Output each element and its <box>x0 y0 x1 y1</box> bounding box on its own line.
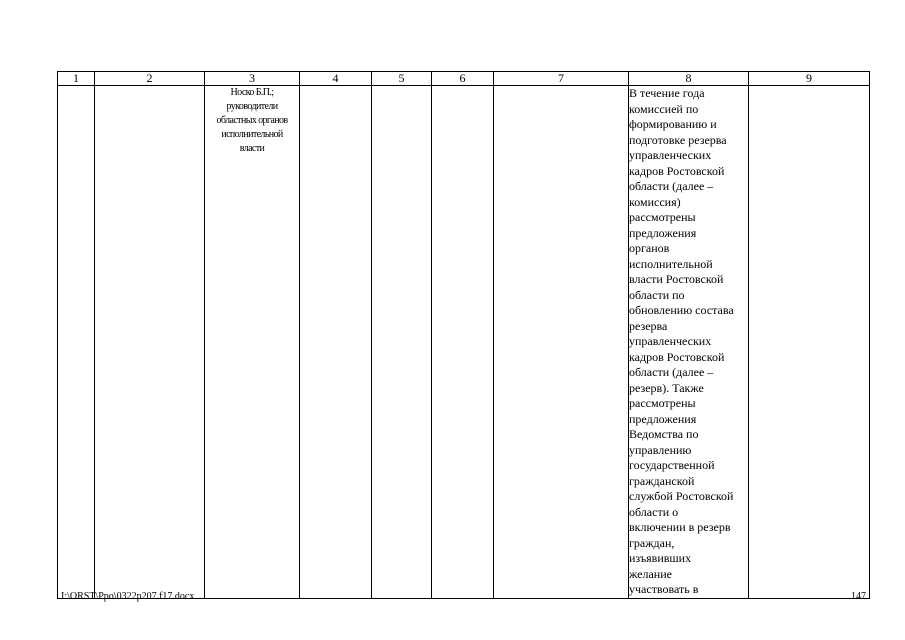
col8-line: формированию и <box>629 117 717 131</box>
col8-line: органов <box>629 241 670 255</box>
cell-col-4 <box>300 86 372 599</box>
header-cell-2: 2 <box>95 72 205 86</box>
col8-line: включении в резерв <box>629 520 731 534</box>
cell-col-9 <box>749 86 870 599</box>
header-cell-3: 3 <box>205 72 300 86</box>
col8-line: исполнительной <box>629 256 713 271</box>
report-table <box>57 71 870 599</box>
col8-line: участвовать в <box>629 582 699 596</box>
col3-line: Носко Б.П.; <box>230 87 274 98</box>
col8-line: резерв). Также <box>629 380 704 395</box>
col8-line: государственной <box>629 458 715 472</box>
col8-line: кадров Ростовской <box>629 163 725 178</box>
col8-line: управленческих <box>629 334 712 348</box>
col8-line: власти Ростовской <box>629 272 724 286</box>
col8-line: кадров Ростовской <box>629 349 725 364</box>
table-row <box>58 86 870 599</box>
header-row <box>58 72 870 86</box>
col3-line: власти <box>239 143 265 154</box>
cell-col-1 <box>58 86 95 599</box>
header-cell-6: 6 <box>432 72 494 86</box>
header-cell-4: 4 <box>300 72 372 86</box>
cell-col-7 <box>494 86 629 599</box>
col8-line: комиссия) <box>629 194 681 209</box>
cell-col-6 <box>432 86 494 599</box>
cell-col-8-description <box>629 86 749 599</box>
col8-line: области по <box>629 287 685 302</box>
header-cell-1: 1 <box>58 72 95 86</box>
col8-line: обновлению состава <box>629 303 734 317</box>
col8-line: рассмотрены <box>629 396 696 410</box>
footer-file-path: I:\ORST\Ppo\0322p207.f17.docx <box>61 591 195 602</box>
col3-line: областных органов <box>216 115 288 126</box>
col8-line: желание <box>629 566 672 581</box>
col8-line: рассмотрены <box>629 210 696 224</box>
col3-line: исполнительной <box>221 129 283 140</box>
col8-line: изъявивших <box>629 551 692 565</box>
col8-line: области (далее – <box>629 179 714 193</box>
footer-page-number: 147 <box>851 591 866 602</box>
col8-line: предложения <box>629 225 697 240</box>
header-cell-5: 5 <box>372 72 432 86</box>
col8-line: граждан, <box>629 535 675 550</box>
col8-line: резерва <box>629 318 668 333</box>
col8-line: управленческих <box>629 148 712 162</box>
col8-line: предложения <box>629 411 697 426</box>
col8-line: службой Ростовской <box>629 489 734 503</box>
col8-line: гражданской <box>629 473 695 488</box>
col8-line: Ведомства по <box>629 427 699 441</box>
col8-line: подготовке резерва <box>629 132 727 147</box>
cell-col-3-responsible <box>205 86 300 599</box>
col8-line: комиссией по <box>629 101 699 116</box>
col3-line: руководители <box>226 101 278 112</box>
col8-line: области (далее – <box>629 365 714 379</box>
col8-line: В течение года <box>629 86 705 100</box>
cell-col-5 <box>372 86 432 599</box>
cell-col-2 <box>95 86 205 599</box>
col8-line: области о <box>629 504 679 519</box>
header-cell-7: 7 <box>494 72 629 86</box>
header-cell-9: 9 <box>749 72 870 86</box>
header-cell-8: 8 <box>629 72 749 86</box>
col8-line: управлению <box>629 442 692 457</box>
